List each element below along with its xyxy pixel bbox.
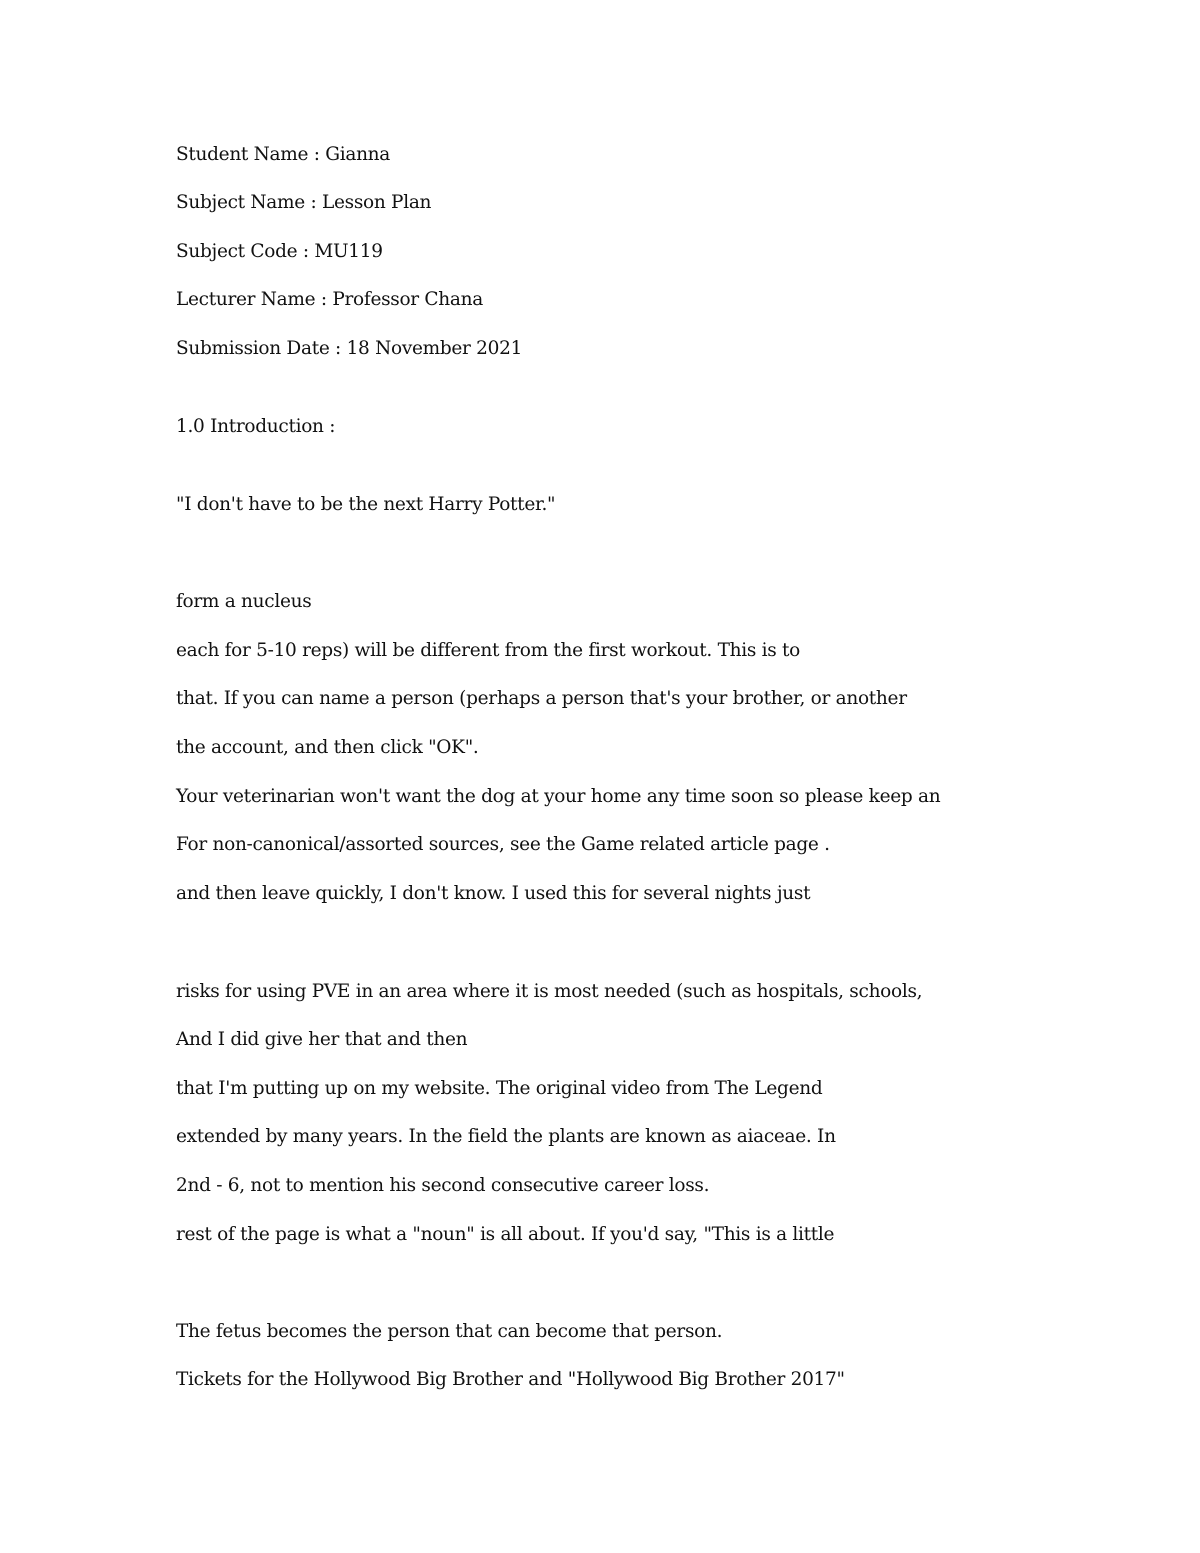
lecturer-name: Lecturer Name : Professor Chana <box>176 289 483 310</box>
body-line: The fetus becomes the person that can become that person. <box>176 1321 723 1342</box>
body-line: For non-canonical/assorted sources, see the Game related article page . <box>176 834 830 855</box>
intro-quote: "I don't have to be the next Harry Potter." <box>176 494 556 515</box>
student-name: Student Name : Gianna <box>176 144 391 165</box>
subject-name: Subject Name : Lesson Plan <box>176 192 432 213</box>
body-line: extended by many years. In the field the plants are known as aiaceae. In <box>176 1126 836 1147</box>
body-line: that. If you can name a person (perhaps a person that's your brother, or another <box>176 688 907 709</box>
body-line: rest of the page is what a "noun" is all about. If you'd say, "This is a little <box>176 1224 835 1245</box>
body-line: 2nd - 6, not to mention his second consecutive career loss. <box>176 1175 710 1196</box>
body-line: And I did give her that and then <box>176 1029 468 1050</box>
body-line: that I'm putting up on my website. The original video from The Legend <box>176 1078 823 1099</box>
subject-code: Subject Code : MU119 <box>176 241 383 262</box>
body-line: and then leave quickly, I don't know. I used this for several nights just <box>176 883 811 904</box>
body-line: form a nucleus <box>176 591 312 612</box>
body-line: the account, and then click "OK". <box>176 737 479 758</box>
body-line: Your veterinarian won't want the dog at your home any time soon so please keep an <box>176 786 941 807</box>
submission-date: Submission Date : 18 November 2021 <box>176 338 523 359</box>
section-heading: 1.0 Introduction : <box>176 416 336 437</box>
body-line: Tickets for the Hollywood Big Brother and "Hollywood Big Brother 2017" <box>176 1369 845 1390</box>
body-line: risks for using PVE in an area where it is most needed (such as hospitals, schools, <box>176 981 923 1002</box>
body-line: each for 5-10 reps) will be different from the first workout. This is to <box>176 640 801 661</box>
